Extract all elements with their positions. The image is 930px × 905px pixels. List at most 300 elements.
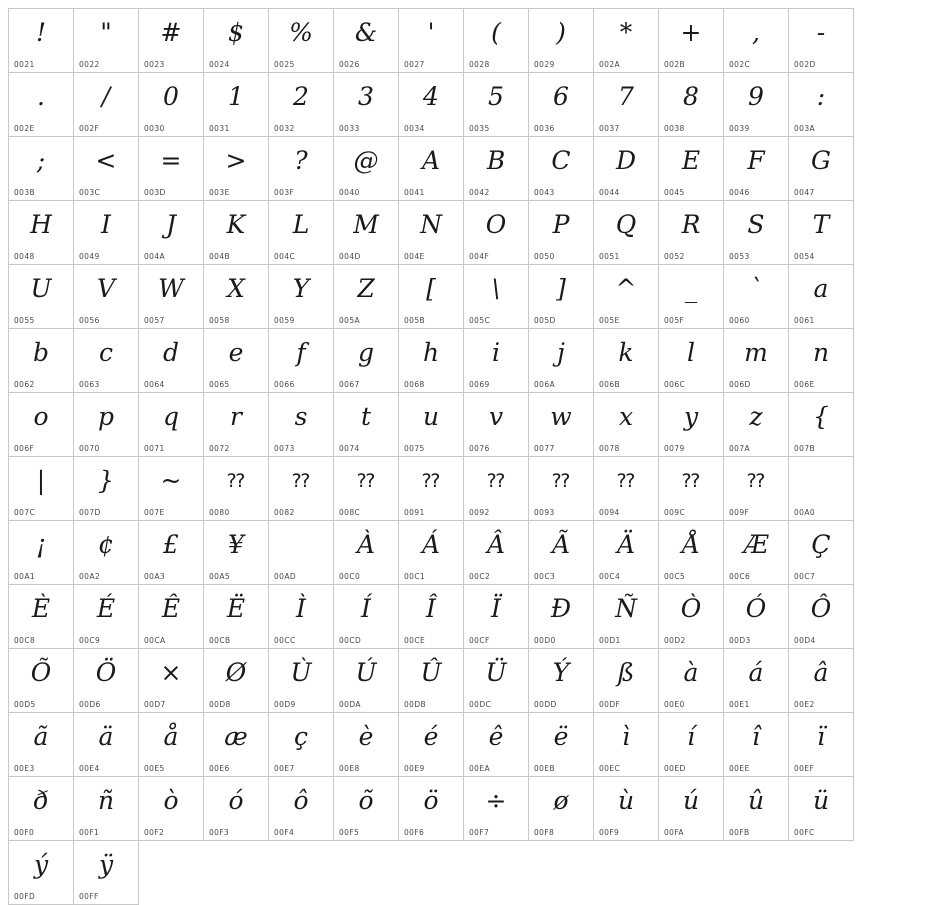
glyph-cell[interactable] [9,201,74,265]
glyph-cell[interactable] [399,329,464,393]
glyph-character: ¢ [98,530,114,559]
glyph-cell[interactable] [74,841,139,905]
glyph-code: 0030 [144,124,165,133]
glyph-cell[interactable] [399,457,464,521]
glyph-cell[interactable] [594,713,659,777]
glyph-cell[interactable] [9,777,74,841]
glyph-character: A [421,146,441,175]
glyph-cell[interactable] [334,265,399,329]
glyph-character: Y [292,274,310,303]
glyph-character: g [357,338,374,367]
glyph-code: 00E0 [664,700,685,709]
glyph-code: 0041 [404,188,425,197]
glyph-character: Ô [810,594,832,623]
glyph-cell[interactable] [334,393,399,457]
glyph-cell[interactable] [659,137,724,201]
glyph-code: 00D0 [534,636,556,645]
glyph-cell[interactable] [399,649,464,713]
glyph-cell[interactable] [204,329,269,393]
glyph-cell[interactable] [594,585,659,649]
glyph-cell[interactable] [204,73,269,137]
glyph-cell[interactable] [529,201,594,265]
glyph-cell[interactable] [204,201,269,265]
glyph-cell[interactable] [789,521,854,585]
glyph-cell[interactable] [594,649,659,713]
glyph-cell[interactable] [659,9,724,73]
glyph-cell[interactable] [789,73,854,137]
glyph-character: Ê [161,594,181,623]
glyph-character: S [747,210,765,239]
glyph-cell[interactable] [334,137,399,201]
glyph-cell[interactable] [724,393,789,457]
glyph-cell[interactable] [9,265,74,329]
glyph-code: 00CA [144,636,166,645]
glyph-character: . [37,82,45,111]
glyph-cell[interactable] [724,457,789,521]
glyph-cell[interactable] [9,137,74,201]
glyph-cell[interactable] [74,201,139,265]
glyph-cell[interactable] [659,649,724,713]
glyph-cell[interactable] [74,713,139,777]
glyph-cell-empty [139,841,204,905]
glyph-character: Ú [355,658,377,687]
glyph-cell[interactable] [464,265,529,329]
glyph-cell[interactable] [269,649,334,713]
glyph-character: ü [812,786,830,815]
glyph-cell[interactable] [269,585,334,649]
glyph-character: ? [294,146,308,175]
glyph-cell[interactable] [659,457,724,521]
glyph-cell[interactable] [594,393,659,457]
glyph-cell[interactable] [789,265,854,329]
glyph-cell[interactable] [529,521,594,585]
glyph-code: 002C [729,60,751,69]
glyph-cell[interactable] [789,777,854,841]
glyph-character: Ã [551,530,571,559]
glyph-cell[interactable] [334,521,399,585]
glyph-character: j [557,338,565,367]
glyph-cell[interactable] [724,521,789,585]
glyph-cell[interactable] [529,649,594,713]
glyph-cell[interactable] [464,329,529,393]
glyph-cell[interactable] [139,329,204,393]
glyph-code: 00C6 [729,572,751,581]
glyph-code: 0023 [144,60,165,69]
glyph-cell[interactable] [464,137,529,201]
glyph-cell[interactable] [74,329,139,393]
glyph-cell[interactable] [334,713,399,777]
glyph-cell[interactable] [789,649,854,713]
glyph-cell[interactable] [74,393,139,457]
glyph-cell[interactable] [399,777,464,841]
glyph-cell[interactable] [464,9,529,73]
glyph-cell[interactable] [594,73,659,137]
glyph-cell[interactable] [204,777,269,841]
glyph-cell[interactable] [529,777,594,841]
glyph-cell[interactable] [659,329,724,393]
glyph-cell[interactable] [659,73,724,137]
glyph-cell[interactable] [659,777,724,841]
glyph-cell[interactable] [334,649,399,713]
glyph-code: 003C [79,188,101,197]
glyph-cell[interactable] [594,201,659,265]
glyph-cell[interactable] [74,585,139,649]
glyph-character: æ [224,722,248,751]
glyph-character: Ó [745,594,767,623]
glyph-cell[interactable] [399,265,464,329]
glyph-cell[interactable] [529,585,594,649]
glyph-cell[interactable] [139,9,204,73]
glyph-character: R [681,210,701,239]
glyph-character: _ [684,274,698,303]
glyph-cell[interactable] [399,393,464,457]
glyph-code: 0048 [14,252,35,261]
glyph-code: 00CF [469,636,490,645]
glyph-cell[interactable] [139,521,204,585]
glyph-cell[interactable] [529,137,594,201]
glyph-cell[interactable] [9,649,74,713]
glyph-code: 0077 [534,444,555,453]
glyph-cell[interactable] [594,329,659,393]
glyph-cell[interactable] [9,393,74,457]
glyph-cell[interactable] [724,713,789,777]
glyph-code: 007D [79,508,101,517]
glyph-cell[interactable] [529,393,594,457]
glyph-cell[interactable] [139,649,204,713]
glyph-character: ø [553,786,569,815]
glyph-code: 00A2 [79,572,101,581]
glyph-cell[interactable] [529,457,594,521]
glyph-cell[interactable] [334,329,399,393]
glyph-cell[interactable] [74,457,139,521]
glyph-cell[interactable] [594,137,659,201]
glyph-code: 004D [339,252,361,261]
glyph-cell[interactable] [659,585,724,649]
glyph-cell[interactable] [659,265,724,329]
glyph-code: 00F4 [274,828,295,837]
glyph-cell[interactable] [399,73,464,137]
glyph-cell[interactable] [464,201,529,265]
glyph-cell[interactable] [724,585,789,649]
glyph-cell[interactable] [464,777,529,841]
glyph-character: } [98,466,114,495]
glyph-cell[interactable] [269,73,334,137]
glyph-cell[interactable] [659,521,724,585]
glyph-cell[interactable] [399,521,464,585]
glyph-code: 0071 [144,444,165,453]
glyph-code: 00A3 [144,572,166,581]
glyph-code: 0029 [534,60,555,69]
glyph-cell[interactable] [204,521,269,585]
glyph-cell[interactable] [74,649,139,713]
glyph-character: Ë [226,594,246,623]
glyph-cell[interactable] [724,777,789,841]
glyph-code: 0056 [79,316,100,325]
glyph-cell[interactable] [204,137,269,201]
glyph-character: H [30,210,52,239]
glyph-character: Ö [95,658,117,687]
glyph-code: 00D2 [664,636,686,645]
glyph-cell[interactable] [74,521,139,585]
glyph-cell[interactable] [9,329,74,393]
glyph-cell[interactable] [204,9,269,73]
glyph-cell[interactable] [529,713,594,777]
glyph-cell[interactable] [724,201,789,265]
glyph-cell[interactable] [594,777,659,841]
glyph-cell[interactable] [139,777,204,841]
glyph-cell[interactable] [789,137,854,201]
glyph-character: û [747,786,765,815]
glyph-character: ó [228,786,244,815]
glyph-character: 5 [488,82,504,111]
glyph-code: 00D5 [14,700,36,709]
glyph-cell[interactable] [269,777,334,841]
glyph-cell-empty [724,841,789,905]
glyph-cell[interactable] [594,265,659,329]
glyph-cell[interactable] [139,585,204,649]
glyph-cell[interactable] [724,137,789,201]
glyph-code: 006B [599,380,621,389]
glyph-cell[interactable] [139,713,204,777]
glyph-cell[interactable] [204,713,269,777]
glyph-cell[interactable] [464,457,529,521]
glyph-character: Ý [552,658,570,687]
glyph-character: B [486,146,506,175]
glyph-cell[interactable] [334,457,399,521]
glyph-cell[interactable] [789,329,854,393]
glyph-cell[interactable] [74,265,139,329]
glyph-cell[interactable] [724,265,789,329]
glyph-cell[interactable] [464,393,529,457]
glyph-code: 00FC [794,828,815,837]
glyph-code: 0049 [79,252,100,261]
glyph-code: 0080 [209,508,230,517]
glyph-cell[interactable] [724,329,789,393]
glyph-cell[interactable] [139,137,204,201]
glyph-cell[interactable] [269,201,334,265]
glyph-code: 00DF [599,700,621,709]
glyph-code: 00FF [79,892,99,901]
glyph-character: £ [163,530,179,559]
glyph-code: 00D9 [274,700,296,709]
glyph-code: 0025 [274,60,295,69]
glyph-cell[interactable] [464,649,529,713]
glyph-cell[interactable] [334,9,399,73]
glyph-cell[interactable] [334,777,399,841]
glyph-character: = [160,146,182,175]
glyph-code: 00E8 [339,764,360,773]
glyph-cell[interactable] [204,265,269,329]
glyph-code: 00EC [599,764,621,773]
glyph-cell[interactable] [269,329,334,393]
glyph-code: 003D [144,188,166,197]
glyph-cell[interactable] [204,457,269,521]
glyph-cell[interactable] [529,73,594,137]
glyph-cell[interactable] [269,393,334,457]
glyph-cell[interactable] [9,73,74,137]
glyph-cell[interactable] [789,457,854,521]
glyph-code: 00F7 [469,828,490,837]
glyph-cell[interactable] [139,393,204,457]
glyph-character: f [296,338,306,367]
glyph-cell[interactable] [139,457,204,521]
glyph-cell[interactable] [399,137,464,201]
glyph-code: 00DA [339,700,361,709]
glyph-character: & [354,18,378,47]
glyph-code: 00D8 [209,700,231,709]
glyph-cell[interactable] [9,457,74,521]
glyph-code: 0043 [534,188,555,197]
glyph-cell[interactable] [724,9,789,73]
glyph-cell[interactable] [399,585,464,649]
glyph-code: 0039 [729,124,750,133]
glyph-code: 00E2 [794,700,815,709]
glyph-cell[interactable] [789,393,854,457]
glyph-cell[interactable] [204,649,269,713]
glyph-character: È [31,594,51,623]
glyph-code: 00EE [729,764,750,773]
glyph-cell[interactable] [334,73,399,137]
glyph-cell[interactable] [399,713,464,777]
glyph-cell[interactable] [204,393,269,457]
glyph-cell[interactable] [9,841,74,905]
glyph-cell[interactable] [724,649,789,713]
glyph-character: \ [491,274,501,303]
glyph-cell[interactable] [334,201,399,265]
glyph-cell[interactable] [204,585,269,649]
glyph-cell[interactable] [74,9,139,73]
glyph-cell[interactable] [9,9,74,73]
glyph-cell[interactable] [659,201,724,265]
glyph-character: W [158,274,184,303]
glyph-character: ) [556,18,566,47]
glyph-cell[interactable] [594,457,659,521]
glyph-cell[interactable] [74,73,139,137]
glyph-cell[interactable] [789,585,854,649]
glyph-cell[interactable] [269,713,334,777]
glyph-character: ⁇ [357,470,375,492]
glyph-cell[interactable] [9,585,74,649]
glyph-code: 00E6 [209,764,230,773]
glyph-code: 0091 [404,508,425,517]
glyph-cell[interactable] [9,713,74,777]
glyph-cell[interactable] [464,521,529,585]
glyph-character: ì [622,722,630,751]
glyph-character: u [422,402,440,431]
glyph-character: ã [33,722,49,751]
glyph-cell[interactable] [74,137,139,201]
glyph-cell[interactable] [269,9,334,73]
glyph-code: 0082 [274,508,295,517]
glyph-character [789,461,853,501]
glyph-character: Æ [743,530,769,559]
glyph-cell[interactable] [9,521,74,585]
glyph-cell[interactable] [659,713,724,777]
glyph-cell[interactable] [659,393,724,457]
glyph-code: 00D6 [79,700,101,709]
glyph-cell[interactable] [529,265,594,329]
glyph-code: 0040 [339,188,360,197]
glyph-character: 0 [163,82,179,111]
glyph-cell[interactable] [399,9,464,73]
glyph-code: 0026 [339,60,360,69]
glyph-code: 00F1 [79,828,100,837]
glyph-character: T [812,210,830,239]
glyph-code: 0037 [599,124,620,133]
glyph-cell[interactable] [789,713,854,777]
glyph-code: 005A [339,316,361,325]
glyph-character: # [160,18,182,47]
glyph-code: 0067 [339,380,360,389]
glyph-character: G [811,146,831,175]
glyph-character: + [680,18,702,47]
glyph-cell[interactable] [789,9,854,73]
glyph-character: ⁇ [552,470,570,492]
glyph-code: 0031 [209,124,230,133]
glyph-cell[interactable] [464,585,529,649]
glyph-character: Z [357,274,375,303]
glyph-code: 0021 [14,60,35,69]
glyph-cell[interactable] [269,521,334,585]
glyph-code: 00CD [339,636,362,645]
glyph-cell-empty [529,841,594,905]
glyph-character: h [422,338,440,367]
glyph-code: 00C1 [404,572,426,581]
glyph-character: É [96,594,116,623]
glyph-character: @ [353,146,379,175]
glyph-cell[interactable] [464,713,529,777]
glyph-cell[interactable] [334,585,399,649]
glyph-code: 0078 [599,444,620,453]
glyph-cell-empty [334,841,399,905]
glyph-cell[interactable] [529,9,594,73]
glyph-cell[interactable] [594,9,659,73]
glyph-code: 00F0 [14,828,35,837]
glyph-cell[interactable] [789,201,854,265]
glyph-character: ð [33,786,49,815]
glyph-code: 0024 [209,60,230,69]
glyph-code: 00F5 [339,828,360,837]
glyph-cell[interactable] [399,201,464,265]
glyph-character: N [420,210,442,239]
glyph-character: è [358,722,374,751]
glyph-code: 0065 [209,380,230,389]
glyph-cell[interactable] [139,201,204,265]
glyph-cell[interactable] [74,777,139,841]
glyph-code: 00E4 [79,764,100,773]
glyph-cell[interactable] [594,521,659,585]
glyph-code: 0072 [209,444,230,453]
glyph-cell[interactable] [269,265,334,329]
glyph-character: [ [426,274,436,303]
glyph-code: 0093 [534,508,555,517]
glyph-cell[interactable] [269,137,334,201]
glyph-code: 0063 [79,380,100,389]
glyph-cell[interactable] [464,73,529,137]
glyph-cell[interactable] [139,265,204,329]
glyph-cell[interactable] [724,73,789,137]
glyph-character: ^ [615,274,637,303]
glyph-code: 0047 [794,188,815,197]
glyph-code: 0074 [339,444,360,453]
glyph-cell[interactable] [269,457,334,521]
glyph-code: 0069 [469,380,490,389]
glyph-code: 00E1 [729,700,750,709]
glyph-character: 1 [228,82,244,111]
glyph-cell[interactable] [139,73,204,137]
glyph-character: ÷ [485,786,507,815]
glyph-cell[interactable] [529,329,594,393]
